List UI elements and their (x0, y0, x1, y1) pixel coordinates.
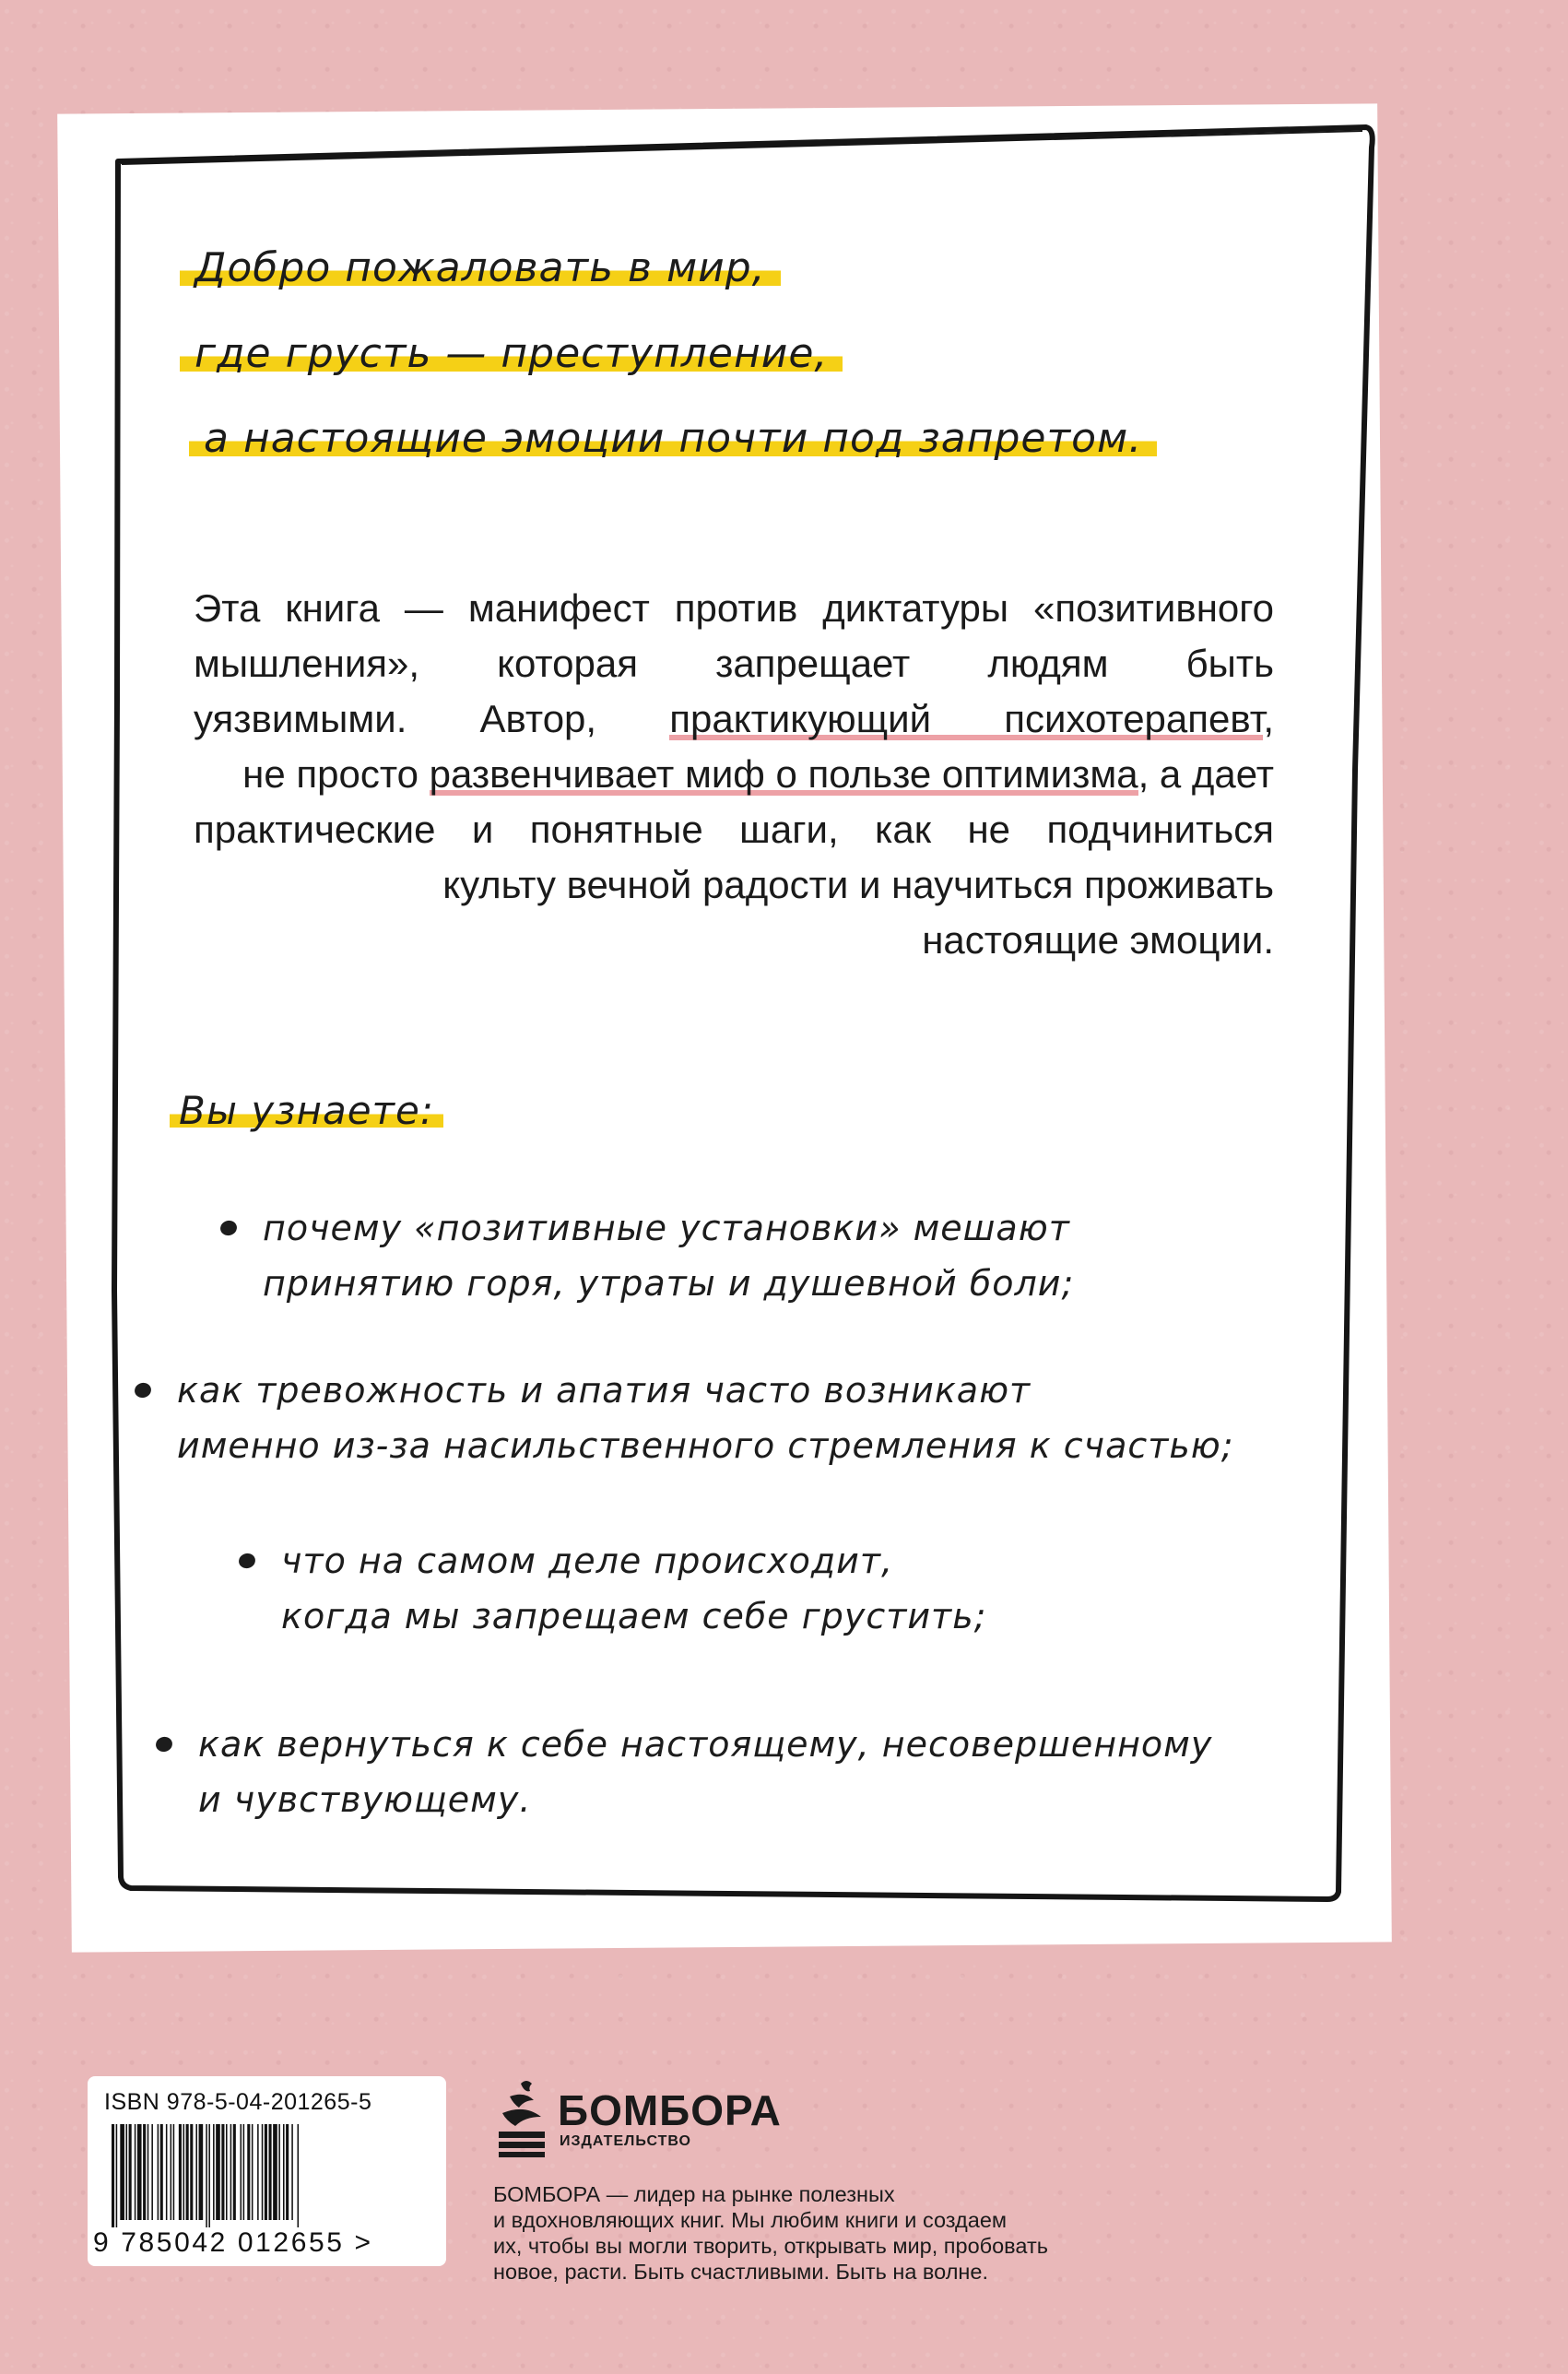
barcode-bar (147, 2124, 149, 2220)
description-line (194, 747, 1274, 802)
publisher-subtitle: ИЗДАТЕЛЬСТВО (560, 2133, 691, 2149)
barcode-bar (120, 2124, 124, 2220)
barcode-bar (206, 2124, 207, 2227)
bullet-text: когда мы запрещаем себе грустить; (281, 1596, 987, 1636)
barcode-bar (252, 2124, 253, 2220)
barcode-bar (166, 2124, 168, 2220)
bullet-item (281, 1533, 986, 1644)
barcode-bar (257, 2124, 259, 2220)
barcode-bar (129, 2124, 132, 2220)
description-text: уязвимыми. Автор, (194, 697, 670, 740)
isbn-digits: 9 785042 012655 > (93, 2227, 373, 2258)
bullet-text: что на самом деле происходит, (281, 1541, 894, 1581)
barcode-bar (298, 2124, 300, 2227)
description-text: , а дает (1138, 752, 1274, 796)
publisher-logo (493, 2078, 782, 2161)
barcode-bar (208, 2124, 210, 2227)
bullet-item (198, 1717, 1212, 1827)
description-line: мышления», которая запрещает людям быть (194, 642, 1274, 685)
barcode-bar (112, 2124, 114, 2227)
barcode-bar (171, 2124, 172, 2220)
barcode-bar (269, 2124, 272, 2220)
description-line: практические и понятные шаги, как не подчиниться (194, 808, 1274, 851)
bullet-text: принятию горя, утраты и душевной боли; (263, 1263, 1075, 1304)
description-line: настоящие эмоции. (922, 918, 1274, 962)
barcode-bar (183, 2124, 185, 2220)
barcode-bar (158, 2124, 159, 2220)
barcode-bar (137, 2124, 142, 2220)
bullet-text: именно из-за насильственного стремления к счастью; (177, 1425, 1234, 1466)
barcode-bar (226, 2124, 228, 2220)
barcode-bar (247, 2124, 250, 2220)
barcode-bar (241, 2124, 242, 2220)
bullet-item (263, 1200, 1074, 1311)
barcode-bar (283, 2124, 285, 2220)
bullet-text: как вернуться к себе настоящему, несовершенному (198, 1724, 1213, 1765)
barcode-bar (151, 2124, 153, 2220)
book-description (194, 581, 1274, 968)
barcode-bar (195, 2124, 197, 2220)
bombora-logo-icon (493, 2078, 552, 2159)
barcode-bar (213, 2124, 215, 2220)
barcode-bar (160, 2124, 163, 2220)
barcode-bar (265, 2124, 267, 2220)
headline-line-3: а настоящие эмоции почти под запретом. (189, 415, 1157, 462)
bullet-text: почему «позитивные установки» мешают (263, 1208, 1070, 1248)
blurb-line: и вдохновляющих книг. Мы любим книги и создаем (493, 2208, 1008, 2232)
barcode-bar (286, 2124, 289, 2220)
barcode-bar (291, 2124, 293, 2220)
barcode-bar (190, 2124, 193, 2220)
barcode-bar (221, 2124, 224, 2220)
barcode-bar (199, 2124, 204, 2220)
description-line (194, 691, 1274, 747)
highlighted-phrase: практикующий психотерапевт (669, 697, 1264, 740)
barcode-icon (112, 2124, 425, 2227)
barcode-bar (116, 2124, 118, 2227)
blurb-line: их, чтобы вы могли творить, открывать мир, пробовать (493, 2234, 1048, 2258)
publisher-name: БОМБОРА (558, 2086, 782, 2134)
headline-line-2: где грусть — преступление, (180, 330, 843, 377)
barcode-bar (243, 2124, 245, 2220)
isbn-label: ISBN 978-5-04-201265-5 (104, 2089, 372, 2115)
description-text: , (1263, 697, 1275, 740)
publisher-blurb (493, 2181, 1083, 2285)
barcode-bar (179, 2124, 182, 2220)
barcode-bar (278, 2124, 280, 2220)
barcode-bar (230, 2124, 232, 2220)
barcode-bar (273, 2124, 277, 2220)
learn-heading: Вы узнаете: (170, 1088, 443, 1133)
barcode-bar (135, 2124, 136, 2220)
bullet-text: и чувствующему. (198, 1779, 532, 1820)
bullet-item (177, 1363, 1234, 1473)
barcode-bar (262, 2124, 264, 2220)
blurb-line: новое, расти. Быть счастливыми. Быть на волне. (493, 2260, 988, 2284)
barcode-bar (173, 2124, 175, 2220)
description-line: культу вечной радости и научиться проживать (442, 863, 1274, 906)
barcode-bar (143, 2124, 146, 2220)
bullet-text: как тревожность и апатия часто возникают (177, 1370, 1032, 1411)
description-text: не просто (242, 752, 430, 796)
barcode-bar (126, 2124, 128, 2220)
blurb-line: БОМБОРА — лидер на рынке полезных (493, 2182, 895, 2206)
description-line: Эта книга — манифест против диктатуры «позитивного (194, 586, 1274, 630)
barcode-bar (186, 2124, 189, 2220)
isbn-box (88, 2076, 446, 2266)
barcode-bar (233, 2124, 236, 2220)
highlighted-phrase: развенчивает миф о пользе оптимизма (429, 752, 1138, 796)
barcode-bar (216, 2124, 220, 2220)
headline-line-1: Добро пожаловать в мир, (180, 244, 781, 291)
